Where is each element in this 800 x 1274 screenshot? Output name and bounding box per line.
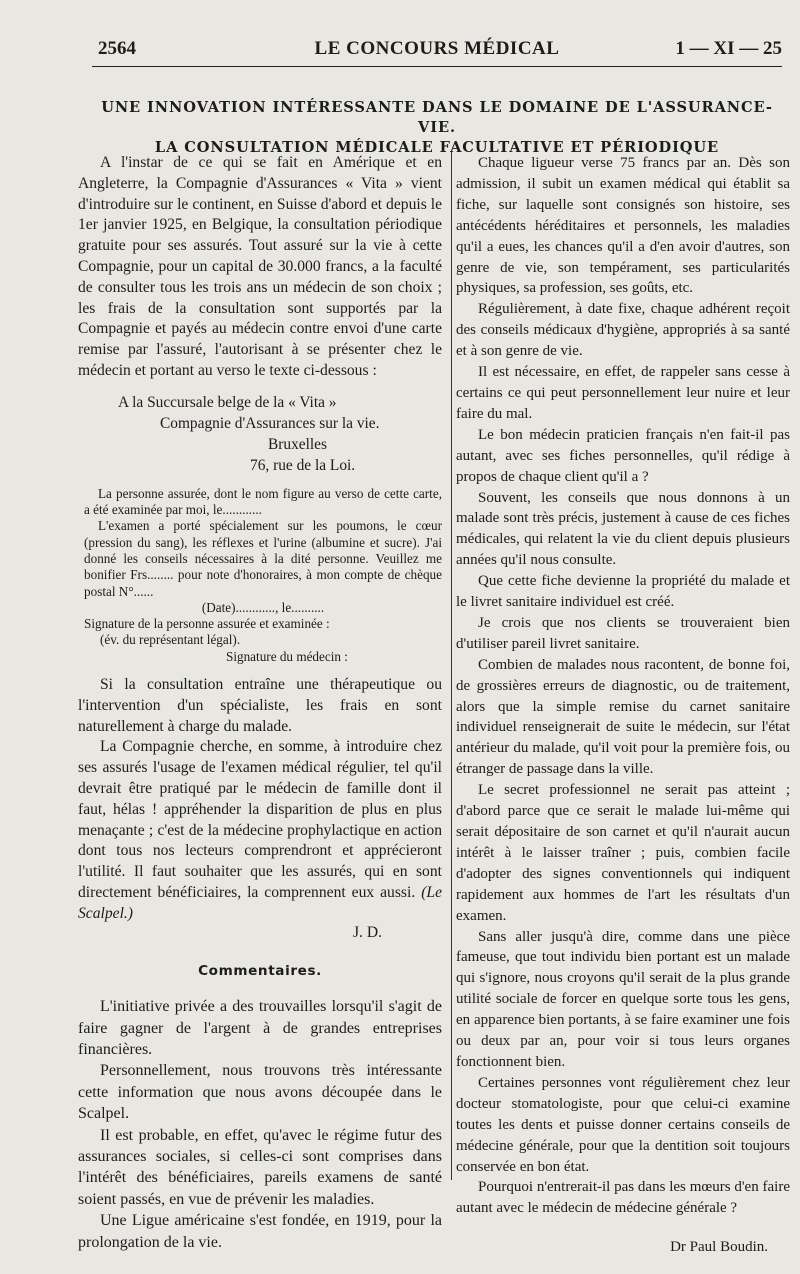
- running-header: [92, 38, 782, 67]
- therapy-paragraph: Si la consultation entraîne une thérapeutique ou l'intervention d'un spécialiste, les frais en sont naturellement à charge du malade.: [78, 676, 442, 735]
- card-signature-doctor: Signature du médecin :: [226, 648, 348, 664]
- body-paragraph: Que cette fiche devienne la propriété du malade et le livret sanitaire individuel est créé.: [456, 573, 790, 611]
- article-title: [92, 98, 782, 158]
- card-text: [84, 486, 442, 665]
- address-line: Compagnie d'Assurances sur la vie.: [160, 414, 380, 432]
- body-paragraph: Chaque ligueur verse 75 francs par an. Dès son admission, il subit un examen médical qui établit sa fiche, sur laquelle sont consignés son histoire, ses antécédents héréditaires et personnels, les maladies qu'il a eues, les chances qu'il a d'en avoir d'autres, son genre de vie, son tempérament, ses particularités physiques, sa profession, ses goûts, etc.: [456, 155, 790, 297]
- card-signature-insured: Signature de la personne assurée et examinée :: [84, 616, 330, 632]
- card-paragraph: L'examen a porté spécialement sur les poumons, le cœur (pression du sang), les réflexes et l'urine (albumine et sucre). J'ai donné les conseils nécessaires à la dité personne. Veuillez me bonifier Frs........ pour note d'honoraires, à mon compte de chèque postal N°......: [84, 518, 442, 599]
- body-paragraph: Il est nécessaire, en effet, de rappeler sans cesse à certains ce qui peut personnellement leur nuire et leur faire du mal.: [456, 364, 790, 422]
- author-initials: J. D.: [352, 923, 382, 941]
- address-line: 76, rue de la Loi.: [250, 456, 356, 474]
- comment-paragraph: L'initiative privée a des trouvailles lorsqu'il s'agit de faire gagner de l'argent à de grandes entreprises financières.: [78, 998, 442, 1058]
- left-column: [78, 153, 442, 1253]
- body-paragraph: Je crois que nos clients se trouveraient bien d'utiliser pareil livret sanitaire.: [456, 614, 790, 652]
- body-paragraph: Souvent, les conseils que nous donnons à un malade sont très précis, justement à cause de ces fiches médicales, qui relatent la vie du client depuis plusieurs années qu'il nous consulte.: [456, 489, 790, 569]
- comments-heading: Commentaires.: [198, 963, 322, 980]
- card-paragraph: La personne assurée, dont le nom figure au verso de cette carte, a été examinée par moi, le............: [84, 485, 442, 518]
- issue-date: 1 — XI — 25: [675, 38, 782, 59]
- body-paragraph: Régulièrement, à date fixe, chaque adhérent reçoit des conseils médicaux d'hygiène, appropriés à sa santé et à son genre de vie.: [456, 301, 790, 360]
- company-text: La Compagnie cherche, en somme, à introduire chez ses assurés l'usage de l'examen médical régulier, tel qu'il devrait être pratiqué par le médecin de famille dont il faut, hélas ! appréhender la disparition de plus en plus menaçante ; c'est de la médecine prophylactique en action dont tous nos lecteurs comprendront et apprécieront l'utilité. Il faut souhaiter que les assurés, qui en sont directement bénéficiaires, la comprennent eux aussi.: [78, 738, 442, 901]
- address-line: A la Succursale belge de la « Vita »: [118, 393, 337, 411]
- address-block: [78, 392, 442, 476]
- comment-paragraph: Personnellement, nous trouvons très intéressante cette information que nous avons découpée dans le Scalpel.: [78, 1062, 442, 1123]
- comment-paragraph: Il est probable, en effet, qu'avec le régime futur des assurances sociales, si celles-ci sont comprises dans l'intérêt des bénéficiaires, pareils examens de santé soient passés, en vue de prévenir les maladies.: [78, 1126, 442, 1208]
- body-paragraph: Le secret professionnel ne serait pas atteint ; d'abord parce que ce serait le malade lui-même qui serait dépositaire de son carnet et qu'il n'aurait aucun intérêt à le laisser traîner ; puis, combien facile d'adopter des signes conventionnels qui indiquent rapidement aux hommes de l'art les résultats d'un examen.: [456, 782, 790, 924]
- right-column: [456, 153, 790, 1258]
- card-dateline: (Date)............, le..........: [201, 599, 325, 615]
- body-paragraph: Combien de malades nous racontent, de bonne foi, de grossières erreurs de diagnostic, ou de traitement, alors que la simple remise du carnet sanitaire individuel renseignerait de suite le médecin, sur l'état antérieur du malade, qu'il voit pour la première fois, ou étranger de passage dans la ville.: [456, 656, 790, 778]
- body-paragraph: Certaines personnes vont régulièrement chez leur docteur stomatologiste, pour que celui-ci examine toutes les dents et puisse donner certains conseils de médecine générale, pour que la dentition soit toujours conservée en bon état.: [456, 1074, 790, 1175]
- article-title-line-2: LA CONSULTATION MÉDICALE FACULTATIVE ET PÉRIODIQUE: [154, 139, 720, 156]
- card-signature-note: (év. du représentant légal).: [100, 632, 241, 648]
- journal-title: LE CONCOURS MÉDICAL: [314, 38, 560, 59]
- company-paragraph: [78, 737, 442, 924]
- page-number: 2564: [98, 38, 136, 59]
- body-paragraph: Le bon médecin praticien français n'en fait-il pas autant, avec ses fiches personnelles, qu'il rédige à propos de chaque client qu'il a ?: [456, 426, 790, 485]
- address-line: Bruxelles: [268, 435, 327, 453]
- intro-paragraph: A l'instar de ce qui se fait en Amérique et en Angleterre, la Compagnie d'Assurances « Vita » vient d'introduire sur le continent, en Suisse d'abord et depuis le 1er janvier 1925, en Belgique, la consultation périodique gratuite pour ses assurés. Tout assuré sur la vie à cette Compagnie, pour un capital de 30.000 francs, a la faculté de consulter tous les trois ans un médecin de son choix ; les frais de la consultation sont supportés par la Compagnie et payés au médecin contre envoi d'une carte remise par l'assuré, l'autorisant à se présenter chez le médecin et portant au verso le texte ci-dessous :: [78, 154, 442, 379]
- article-title-line-1: UNE INNOVATION INTÉRESSANTE DANS LE DOMAINE DE L'ASSURANCE-VIE.: [101, 99, 773, 136]
- comment-paragraph: Une Ligue américaine s'est fondée, en 1919, pour la prolongation de la vie.: [78, 1212, 442, 1251]
- source-citation: (Le Scalpel.): [78, 884, 442, 922]
- author-signature: Dr Paul Boudin.: [670, 1239, 768, 1256]
- comments-section: [78, 996, 442, 1253]
- column-divider: [451, 150, 452, 1180]
- body-paragraph: Pourquoi n'entrerait-il pas dans les mœurs d'en faire autant avec le médecin de médecine générale ?: [456, 1179, 790, 1217]
- body-paragraph: Sans aller jusqu'à dire, comme dans une pièce fameuse, que tout individu bien portant est un malade qui s'ignore, nous croyons qu'il serait de la plus grande utilité sociale de forcer en quelque sorte tous les gens, en apparence bien portants, à se faire examiner une fois ou deux par an, pour voir si tous leurs organes fonctionnent bien.: [456, 928, 790, 1070]
